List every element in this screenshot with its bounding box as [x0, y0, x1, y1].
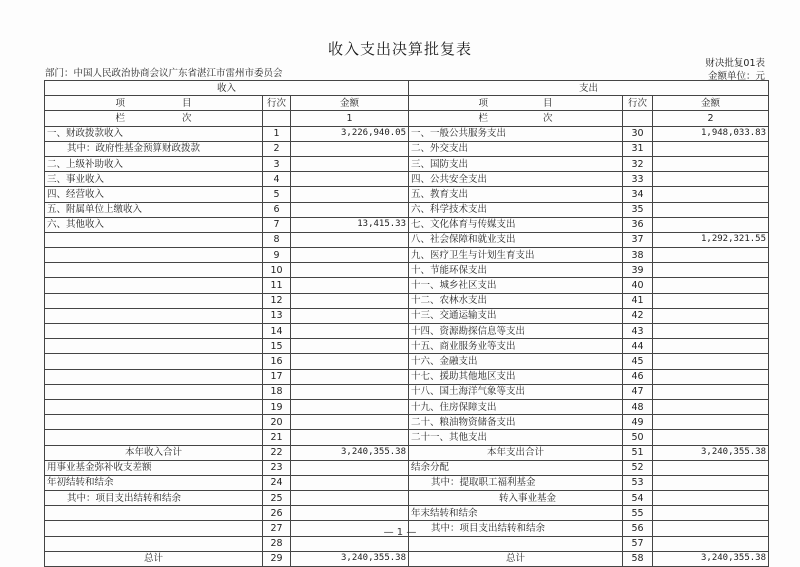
income-row-no: 18 [263, 384, 291, 399]
expense-row-no: 56 [623, 521, 653, 536]
table-row [45, 445, 769, 460]
expense-item: 十九、住房保障支出 [409, 399, 623, 414]
income-amount [291, 536, 409, 551]
expense-row-no: 45 [623, 354, 653, 369]
income-amount: 3,226,940.05 [291, 126, 409, 141]
table-row [45, 460, 769, 475]
income-amount [291, 399, 409, 414]
empty-cell [263, 111, 291, 126]
label: 目 [181, 97, 192, 109]
expense-item [409, 536, 623, 551]
table-row [45, 536, 769, 551]
table-row [45, 399, 769, 414]
expense-amount [653, 172, 769, 187]
income-item [45, 384, 263, 399]
income-amount [291, 187, 409, 202]
income-amount: 3,240,355.38 [291, 551, 409, 566]
income-item: 一、财政拨款收入 [45, 126, 263, 141]
expense-item: 一、一般公共服务支出 [409, 126, 623, 141]
expense-amount [653, 324, 769, 339]
income-amount [291, 384, 409, 399]
income-item: 总计 [45, 551, 263, 566]
table-row [45, 491, 769, 506]
income-item [45, 248, 263, 263]
expense-item: 十八、国土海洋气象等支出 [409, 384, 623, 399]
table-row [45, 126, 769, 141]
income-row-no: 5 [263, 187, 291, 202]
expense-row-no: 52 [623, 460, 653, 475]
expense-amount [653, 506, 769, 521]
table-row [45, 293, 769, 308]
table-row [45, 217, 769, 232]
expense-amount [653, 308, 769, 323]
income-amount [291, 339, 409, 354]
income-amount [291, 248, 409, 263]
income-item: 其中：政府性基金预算财政拨款 [45, 141, 263, 156]
income-amount [291, 369, 409, 384]
income-item: 五、附属单位上缴收入 [45, 202, 263, 217]
table-row [45, 248, 769, 263]
expense-row-no: 51 [623, 445, 653, 460]
income-amount [291, 293, 409, 308]
income-amount [291, 308, 409, 323]
income-row-no: 28 [263, 536, 291, 551]
income-row-no: 20 [263, 415, 291, 430]
expense-amount [653, 248, 769, 263]
expense-amount [653, 217, 769, 232]
expense-item: 年末结转和结余 [409, 506, 623, 521]
income-row-no: 1 [263, 126, 291, 141]
income-amount [291, 172, 409, 187]
expense-item-header [409, 96, 623, 111]
expense-amount [653, 278, 769, 293]
expense-row-no: 39 [623, 263, 653, 278]
expense-row-no: 44 [623, 339, 653, 354]
table-row [45, 324, 769, 339]
label: 次 [181, 112, 192, 124]
expense-amount [653, 369, 769, 384]
income-item: 二、上级补助收入 [45, 156, 263, 171]
expense-row-no: 42 [623, 308, 653, 323]
income-row-no: 23 [263, 460, 291, 475]
table-row [45, 384, 769, 399]
expense-item: 二、外交支出 [409, 141, 623, 156]
income-row-no: 22 [263, 445, 291, 460]
income-item [45, 293, 263, 308]
expense-item: 十六、金融支出 [409, 354, 623, 369]
expense-item: 总计 [409, 551, 623, 566]
income-item [45, 308, 263, 323]
table-row [45, 308, 769, 323]
column-header-row [45, 96, 769, 111]
income-amount [291, 263, 409, 278]
expense-item: 二十一、其他支出 [409, 430, 623, 445]
expense-item: 十二、农林水支出 [409, 293, 623, 308]
expense-item: 十五、商业服务业等支出 [409, 339, 623, 354]
income-amount [291, 156, 409, 171]
expense-col-number: 2 [653, 111, 769, 126]
table-row [45, 354, 769, 369]
table-row [45, 551, 769, 566]
expense-row-no: 30 [623, 126, 653, 141]
income-item: 六、其他收入 [45, 217, 263, 232]
label: 项 [115, 97, 125, 109]
income-item [45, 399, 263, 414]
expense-row-no: 37 [623, 232, 653, 247]
income-row-no: 29 [263, 551, 291, 566]
expense-row-no: 41 [623, 293, 653, 308]
expense-row-no: 50 [623, 430, 653, 445]
income-row-no: 25 [263, 491, 291, 506]
expense-item: 本年支出合计 [409, 445, 623, 460]
income-row-no: 17 [263, 369, 291, 384]
income-row-no: 14 [263, 324, 291, 339]
expense-row-no: 53 [623, 475, 653, 490]
income-row-no: 26 [263, 506, 291, 521]
label: 栏 [115, 112, 125, 124]
expense-item: 十、节能环保支出 [409, 263, 623, 278]
expense-amount [653, 202, 769, 217]
table-row [45, 263, 769, 278]
income-amount: 13,415.33 [291, 217, 409, 232]
expense-amount [653, 141, 769, 156]
income-expense-table [44, 80, 769, 567]
section-header-row [45, 81, 769, 96]
expense-amount [653, 536, 769, 551]
expense-item: 七、文化体育与传媒支出 [409, 217, 623, 232]
income-row-no: 8 [263, 232, 291, 247]
income-row-no: 24 [263, 475, 291, 490]
expense-row-no: 55 [623, 506, 653, 521]
expense-amount: 1,292,321.55 [653, 232, 769, 247]
income-row-no: 19 [263, 399, 291, 414]
form-code: 财决批复01表 [705, 58, 765, 69]
column-number-row [45, 111, 769, 126]
table-row [45, 430, 769, 445]
income-item [45, 339, 263, 354]
table-row [45, 156, 769, 171]
income-amount [291, 354, 409, 369]
income-item [45, 536, 263, 551]
label: 次 [543, 112, 553, 124]
expense-amount [653, 339, 769, 354]
expense-row-no: 33 [623, 172, 653, 187]
table-row [45, 187, 769, 202]
expense-amount [653, 399, 769, 414]
income-item: 四、经营收入 [45, 187, 263, 202]
income-row-no: 27 [263, 521, 291, 536]
label: 栏 [478, 112, 489, 124]
income-amount [291, 278, 409, 293]
expense-row-no: 38 [623, 248, 653, 263]
expense-amount-header: 金额 [653, 96, 769, 111]
income-amount [291, 475, 409, 490]
expense-amount [653, 384, 769, 399]
expense-item: 十一、城乡社区支出 [409, 278, 623, 293]
expense-item: 结余分配 [409, 460, 623, 475]
table-row [45, 202, 769, 217]
report-title: 收入支出决算批复表 [327, 40, 472, 58]
income-amount [291, 460, 409, 475]
income-item [45, 324, 263, 339]
income-item [45, 232, 263, 247]
expense-row-header: 行次 [623, 96, 653, 111]
income-amount [291, 141, 409, 156]
expense-amount: 3,240,355.38 [653, 445, 769, 460]
label: 目 [543, 97, 553, 109]
expense-item: 九、医疗卫生与计划生育支出 [409, 248, 623, 263]
expense-item: 其中：项目支出结转和结余 [409, 521, 623, 536]
expense-item: 四、公共安全支出 [409, 172, 623, 187]
expense-row-no: 47 [623, 384, 653, 399]
income-item [45, 354, 263, 369]
expense-header: 支出 [409, 81, 769, 96]
label: 项 [478, 97, 489, 109]
income-item: 用事业基金弥补收支差额 [45, 460, 263, 475]
income-item [45, 278, 263, 293]
income-col-number: 1 [291, 111, 409, 126]
income-row-no: 9 [263, 248, 291, 263]
expense-item: 六、科学技术支出 [409, 202, 623, 217]
income-amount [291, 430, 409, 445]
income-item [45, 263, 263, 278]
table-row [45, 172, 769, 187]
income-row-no: 7 [263, 217, 291, 232]
expense-amount [653, 263, 769, 278]
expense-amount [653, 293, 769, 308]
income-item: 年初结转和结余 [45, 475, 263, 490]
expense-item: 其中：提取职工福利基金 [409, 475, 623, 490]
expense-row-no: 40 [623, 278, 653, 293]
income-row-no: 3 [263, 156, 291, 171]
income-row-no: 13 [263, 308, 291, 323]
income-item: 三、事业收入 [45, 172, 263, 187]
expense-amount [653, 187, 769, 202]
income-row-no: 4 [263, 172, 291, 187]
income-amount: 3,240,355.38 [291, 445, 409, 460]
income-item [45, 430, 263, 445]
expense-item: 转入事业基金 [409, 491, 623, 506]
table-row [45, 141, 769, 156]
expense-item: 十四、资源勘探信息等支出 [409, 324, 623, 339]
page-number: — 1 — [383, 527, 417, 538]
income-row-no: 11 [263, 278, 291, 293]
income-row-no: 21 [263, 430, 291, 445]
expense-item: 三、国防支出 [409, 156, 623, 171]
income-row-no: 10 [263, 263, 291, 278]
expense-lan-header [409, 111, 623, 126]
income-header: 收入 [45, 81, 409, 96]
expense-amount [653, 415, 769, 430]
income-row-no: 16 [263, 354, 291, 369]
expense-amount [653, 156, 769, 171]
expense-row-no: 54 [623, 491, 653, 506]
table-row [45, 475, 769, 490]
income-amount [291, 202, 409, 217]
expense-amount [653, 354, 769, 369]
expense-row-no: 35 [623, 202, 653, 217]
expense-row-no: 43 [623, 324, 653, 339]
income-item-header [45, 96, 263, 111]
table-row [45, 278, 769, 293]
income-item [45, 369, 263, 384]
expense-row-no: 49 [623, 415, 653, 430]
table-row [45, 339, 769, 354]
income-lan-header [45, 111, 263, 126]
expense-row-no: 36 [623, 217, 653, 232]
income-row-header: 行次 [263, 96, 291, 111]
expense-row-no: 46 [623, 369, 653, 384]
department-label: 部门：中国人民政治协商会议广东省湛江市雷州市委员会 [45, 68, 283, 79]
income-amount [291, 415, 409, 430]
expense-item: 八、社会保障和就业支出 [409, 232, 623, 247]
amount-unit: 金额单位：元 [707, 71, 765, 82]
income-row-no: 6 [263, 202, 291, 217]
expense-row-no: 58 [623, 551, 653, 566]
income-row-no: 15 [263, 339, 291, 354]
expense-item: 五、教育支出 [409, 187, 623, 202]
expense-amount [653, 491, 769, 506]
expense-amount: 1,948,033.83 [653, 126, 769, 141]
expense-amount [653, 475, 769, 490]
expense-item: 二十、粮油物资储备支出 [409, 415, 623, 430]
expense-row-no: 48 [623, 399, 653, 414]
income-amount [291, 506, 409, 521]
expense-row-no: 57 [623, 536, 653, 551]
table-row [45, 232, 769, 247]
expense-amount [653, 430, 769, 445]
expense-amount: 3,240,355.38 [653, 551, 769, 566]
income-item: 其中：项目支出结转和结余 [45, 491, 263, 506]
table-row [45, 369, 769, 384]
income-item [45, 506, 263, 521]
income-row-no: 2 [263, 141, 291, 156]
expense-item: 十三、交通运输支出 [409, 308, 623, 323]
table-row [45, 506, 769, 521]
table-row [45, 415, 769, 430]
expense-amount [653, 460, 769, 475]
income-row-no: 12 [263, 293, 291, 308]
expense-row-no: 31 [623, 141, 653, 156]
income-amount [291, 491, 409, 506]
expense-row-no: 32 [623, 156, 653, 171]
income-item: 本年收入合计 [45, 445, 263, 460]
income-amount [291, 324, 409, 339]
income-amount-header: 金额 [291, 96, 409, 111]
income-item [45, 415, 263, 430]
income-amount [291, 232, 409, 247]
expense-row-no: 34 [623, 187, 653, 202]
expense-item: 十七、援助其他地区支出 [409, 369, 623, 384]
empty-cell [623, 111, 653, 126]
